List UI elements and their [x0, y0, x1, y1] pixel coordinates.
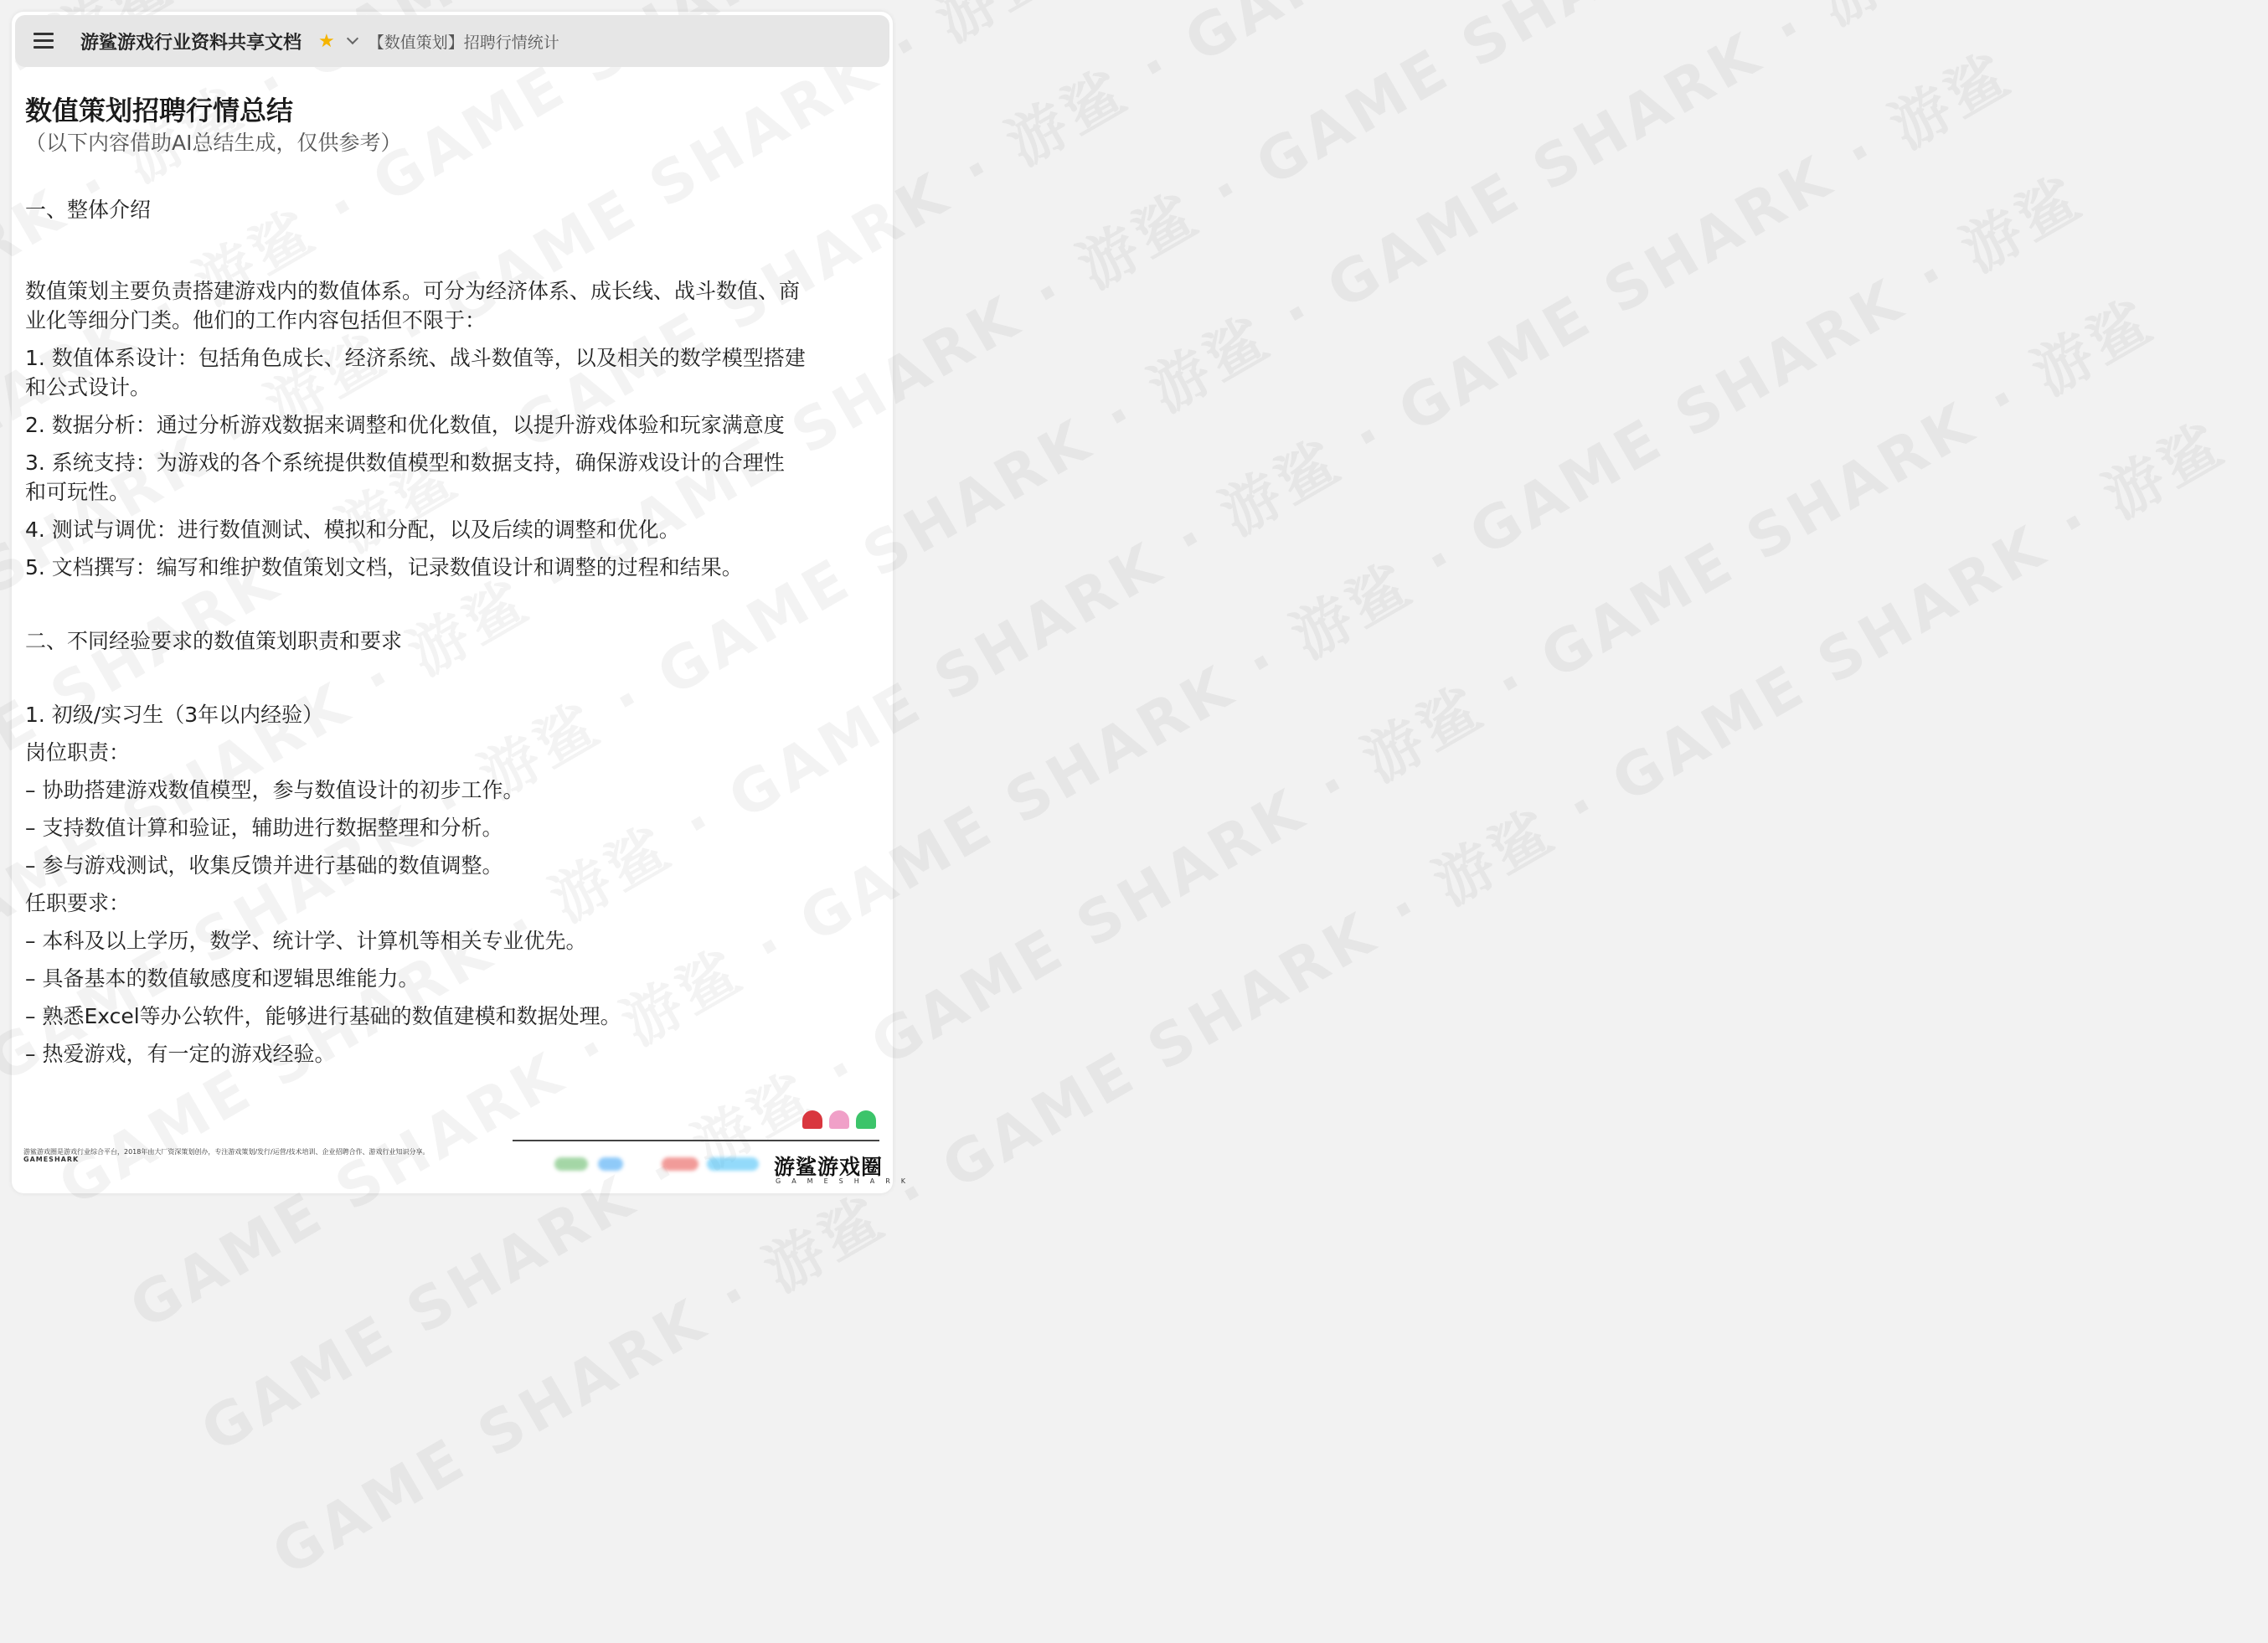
- ghost-red-icon: [802, 1110, 822, 1129]
- list-item: 1. 数值体系设计：包括角色成长、经济系统、战斗数值等，以及相关的数学模型搭建: [25, 346, 806, 370]
- star-icon[interactable]: ★: [318, 30, 335, 52]
- list-item: 5. 文档撰写：编写和维护数值策划文档，记录数值设计和调整的过程和结果。: [25, 555, 743, 579]
- ghost-green-icon: [856, 1110, 876, 1129]
- doc-title[interactable]: 游鲨游戏行业资料共享文档: [80, 32, 302, 54]
- paragraph-line: 数值策划主要负责搭建游戏内的数值体系。可分为经济体系、成长线、战斗数值、商: [25, 279, 801, 303]
- document-card: [12, 12, 916, 1193]
- list-item: – 具备基本的数值敏感度和逻辑思维能力。: [25, 966, 420, 991]
- list-item: 和公式设计。: [25, 375, 152, 399]
- label: 岗位职责：: [25, 740, 131, 765]
- partner-logo: [662, 1157, 698, 1171]
- list-item: 2. 数据分析：通过分析游戏数据来调整和优化数值，以提升游戏体验和玩家满意度: [25, 413, 785, 437]
- footer-divider: [513, 1140, 879, 1141]
- page-subtitle: （以下内容借助AI总结生成，仅供参考）: [25, 131, 402, 155]
- brand-logo-sub: GAMESHARK: [776, 1177, 916, 1185]
- list-item: – 参与游戏测试，收集反馈并进行基础的数值调整。: [25, 853, 503, 878]
- section-heading: 一、整体介绍: [25, 198, 152, 222]
- list-item: – 本科及以上学历，数学、统计学、计算机等相关专业优先。: [25, 929, 587, 953]
- section-heading: 二、不同经验要求的数值策划职责和要求: [25, 629, 403, 653]
- footer-note: 游鲨游戏圈是游戏行业综合平台，2018年由大厂资深策划创办，专注游戏策划/发行/运营/技术培训、企业招聘合作、游戏行业知识分享。: [23, 1148, 430, 1156]
- ghost-pink-icon: [829, 1110, 849, 1129]
- list-item: – 热爱游戏，有一定的游戏经验。: [25, 1042, 336, 1066]
- subsection-heading: 1. 初级/实习生（3年以内经验）: [25, 703, 324, 727]
- paragraph-line: 业化等细分门类。他们的工作内容包括但不限于：: [25, 308, 487, 332]
- list-item: – 支持数值计算和验证，辅助进行数据整理和分析。: [25, 816, 503, 840]
- article-content: [25, 91, 881, 1069]
- breadcrumb[interactable]: 【数值策划】招聘行情统计: [368, 33, 559, 52]
- list-item: 和可玩性。: [25, 480, 131, 504]
- list-item: 4. 测试与调优：进行数值测试、模拟和分配，以及后续的调整和优化。: [25, 518, 680, 542]
- top-bar: [15, 15, 889, 67]
- chevron-down-icon[interactable]: [347, 33, 358, 44]
- page-title: 数值策划招聘行情总结: [25, 95, 294, 126]
- list-item: – 协助搭建游戏数值模型，参与数值设计的初步工作。: [25, 778, 524, 802]
- menu-icon[interactable]: [34, 33, 54, 49]
- footer-brand: GAMESHARK: [23, 1156, 80, 1163]
- list-item: – 熟悉Excel等办公软件，能够进行基础的数值建模和数据处理。: [25, 1004, 621, 1028]
- partner-logo: [707, 1157, 759, 1171]
- partner-logo: [598, 1157, 623, 1171]
- brand-logo: 游鲨游戏圈: [774, 1155, 884, 1179]
- partner-logo: [554, 1157, 588, 1171]
- list-item: 3. 系统支持：为游戏的各个系统提供数值模型和数据支持，确保游戏设计的合理性: [25, 451, 785, 475]
- label: 任职要求：: [25, 891, 131, 915]
